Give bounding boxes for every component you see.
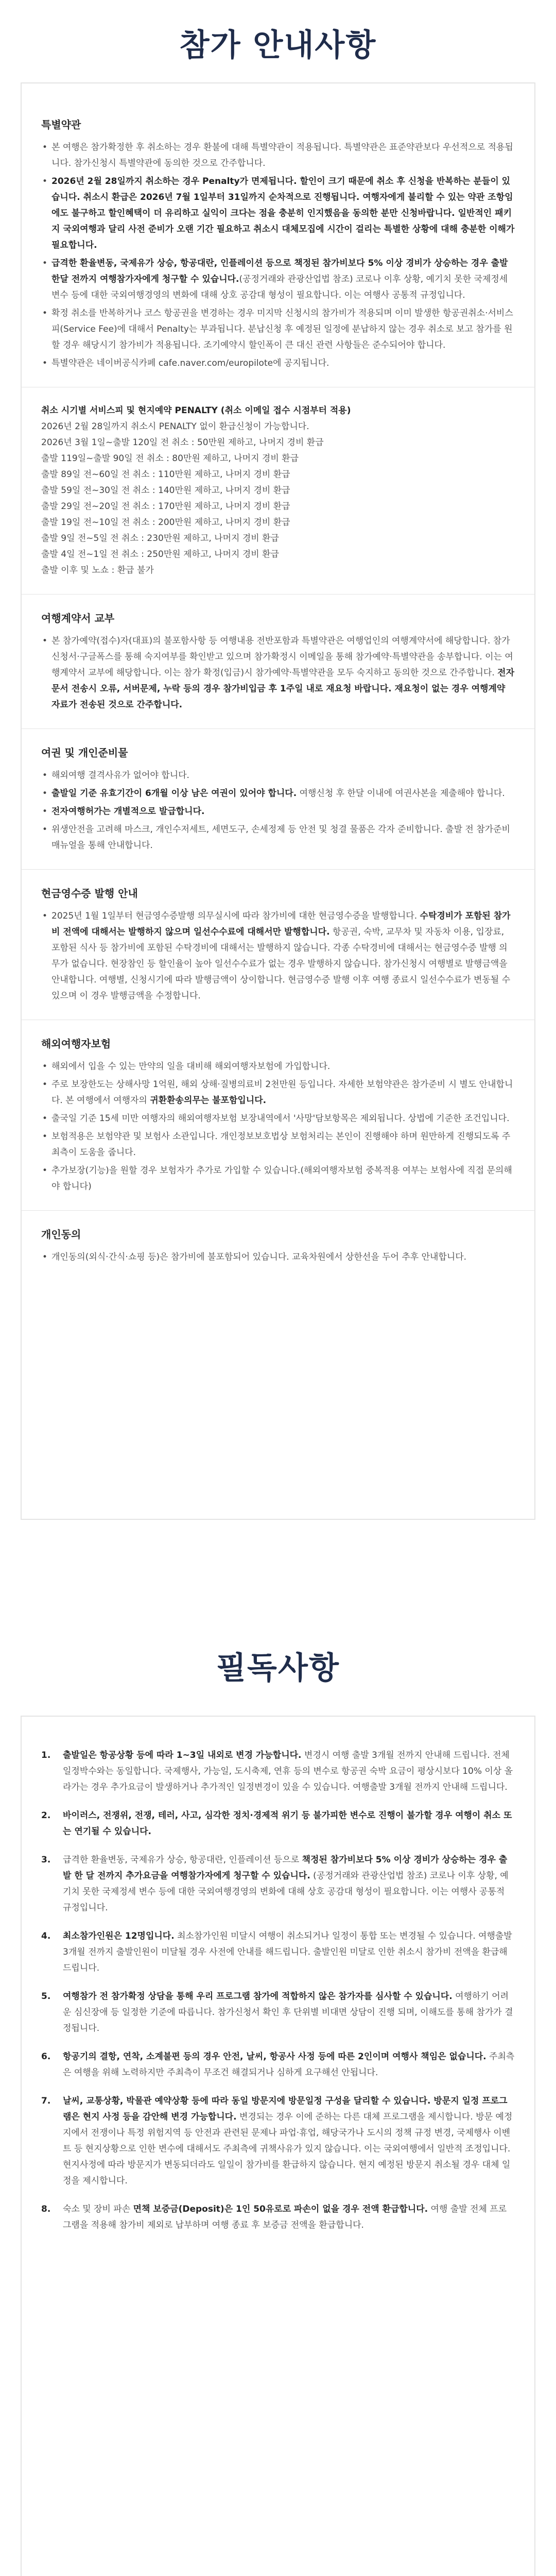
list-item: • 출국일 기준 15세 미만 여행자의 해외여행자보험 보장내역에서 '사망'담보항목은 제외됩니다. 상법에 기준한 조건입니다. [41, 1111, 515, 1127]
list-item: • 추가보장(기능)을 원할 경우 보험자가 추가로 가입할 수 있습니다.(해외여행자보험 중복적용 여부는 보험사에 직접 문의해야 합니다) [41, 1163, 515, 1195]
personal-title: 개인동의 [41, 1228, 81, 1241]
receipt-list [41, 908, 515, 1004]
penalty-line: 2026년 3월 1일~출발 120일 전 취소 : 50만원 제하고, 나머지 경비 환급 [41, 437, 324, 448]
list-item: 3. 급격한 환율변동, 국제유가 상승, 항공대란, 인플레이션 등으로 책정된 참가비보다 5% 이상 경비가 상승하는 경우 출발 한 달 전까지 추가요금을 여행참가자에게 청구할 수 있습니다. (공정거래와 관광산업법 참조) 코로나 이후 상황, 예기치 못한 국제정세 변수 등에 대한 국외여행경영의 변화에 대해 상호 공감대 형성이 필요합니다. 이는 여행사 공통적 규정입니다. [41, 1855, 509, 1913]
list-item: • 개인동의(외식·간식·쇼핑 등)은 참가비에 불포함되어 있습니다. 교육차원에서 상한선을 두어 추후 안내합니다. [41, 1249, 515, 1265]
special-terms-list [41, 140, 515, 371]
insurance-list [41, 1059, 515, 1195]
list-item: • 2025년 1월 1일부터 현금영수증발행 의무실시에 따라 참가비에 대한 현금영수증을 발행합니다. 수탁경비가 포함된 참가비 전액에 대해서는 발행하지 않으며 일선수수료에 대해서만 발행합니다. 항공권, 숙박, 교무차 및 자동차 이용, 입장료, 포함된 식사 등 참가비에 포함된 수탁경비에 대해서는 발행하지 않습니다. 각종 수탁경비에 대해서는 현금영수증 발행 의무가 없습니다. 현장참인 등 할인율이 높아 일선수수료가 없는 경우 발행하지 않습니다. 참가신청시 여행별로 발행금액을 안내합니다. 여행별, 신청시기에 따라 발행금액이 상이합니다. 현금영수증 발행 이후 여행 종료시 일선수수료가 변동될 수 있으며 이 경우 발행금액을 수정합니다. [41, 908, 515, 1004]
passport-section [22, 744, 534, 854]
penalty-line: 출발 59일 전~30일 전 취소 : 140만원 제하고, 나머지 경비 환급 [41, 485, 290, 496]
divider [22, 869, 534, 870]
receipt-section [22, 885, 534, 1004]
list-item: • 본 참가예약(접수)자(대표)의 불포함사항 등 여행내용 전반포함과 특별약관은 여행업인의 여행계약서에 해당합니다. 참가신청서·구글폭스를 통해 숙지여부를 확인받고 있으며 참가확정시 이메일을 통해 참가예약·특별약관을 송부합니다. 이는 여행계약서 교부에 해당합니다. 이는 참가 확정(입금)시 참가예약·특별약관을 모두 숙지하고 동의한 것으로 간주합니다. 전자문서 전송시 오류, 서버문제, 누락 등의 경우 참가비입금 후 1주일 내로 재요청 바랍니다. 재요청이 없는 경우 여행계약 자료가 전송된 것으로 간주합니다. [41, 633, 515, 713]
contract-section [22, 610, 534, 713]
penalty-line: 출발 119일~출발 90일 전 취소 : 80만원 제하고, 나머지 경비 환급 [41, 453, 299, 464]
list-item: • 해외여행 결격사유가 없어야 합니다. [41, 768, 515, 784]
list-item: • 2026년 2월 28일까지 취소하는 경우 Penalty가 면제됩니다. 할인이 크기 때문에 취소 후 신청을 반복하는 분들이 있습니다. 취소시 환급은 2026년 7월 1일부터 31일까지 순차적으로 진행됩니다. 여행자에게 불리할 수 있는 약관 조항임에도 불구하고 할인혜택이 더 유리하고 실익이 크다는 점을 충분히 인지했음을 동의한 분만 신청바랍니다. 일반적인 패키지 국외여행과 달리 사전 준비가 오랜 기간 필요하고 취소시 대체모집에 시간이 걸리는 특별한 상황에 대해 충분한 이해가 필요합니다. [41, 174, 515, 253]
list-item: • 주로 보장한도는 상해사망 1억원, 해외 상해·질병의료비 2천만원 등입니다. 자세한 보험약관은 참가준비 시 별도 안내합니다. 본 여행에서 여행자의 귀환환송의무는 불포함입니다. [41, 1077, 515, 1109]
list-item: • 해외에서 입을 수 있는 만약의 일을 대비해 해외여행자보험에 가입합니다. [41, 1059, 515, 1075]
insurance-section [22, 1036, 534, 1195]
list-item: 1. 출발일은 항공상황 등에 따라 1~3일 내외로 변경 가능합니다. 변경시 여행 출발 3개월 전까지 안내해 드립니다. 전체 일정박수와는 동일합니다. 국제행사, 가능일, 도시축제, 연휴 등의 변수로 항공권 숙박 요금이 평상시보다 10% 이상 올라가는 경우 추가요금이 발생하거나 추가적인 일정변경이 있을 수 있습니다. 여행출발 3개월 전까지 안내해 드립니다. [41, 1750, 513, 1792]
special-terms-title: 특별약관 [41, 118, 81, 131]
notice-box [21, 82, 535, 1520]
penalty-line: 출발 4일 전~1일 전 취소 : 250만원 제하고, 나머지 경비 환급 [41, 549, 279, 560]
penalty-line: 출발 89일 전~60일 전 취소 : 110만원 제하고, 나머지 경비 환급 [41, 469, 290, 480]
must-read-list [41, 1748, 515, 2233]
passport-title: 여권 및 개인준비물 [41, 747, 128, 759]
list-item: 2. 바이러스, 전쟁위, 전쟁, 테러, 사고, 심각한 정치·경제적 위기 등 불가피한 변수로 진행이 불가할 경우 여행이 취소 또는 연기될 수 있습니다. [41, 1810, 512, 1837]
list-item: 7. 날씨, 교통상황, 박물관 예약상황 등에 따라 동일 방문지에 방문일정 구성을 달리할 수 있습니다. 방문지 일정 프로그램은 현지 사정 등을 감안해 변경 가능합니다. 변경되는 경우 이에 준하는 다른 대체 프로그램을 제시합니다. 방문 예정지에서 전쟁이나 특정 위험지역 등 안전과 관련된 문제나 파업·휴업, 해당국가나 도시의 정책 규정 변경, 국제행사 이벤트 등 현지상황으로 인한 변수에 대해서도 주최측에 귀책사유가 있지 않습니다. 이는 국외여행에서 일반적 조정입니다. 현지사정에 따라 방문지가 변동되더라도 일일이 참가비를 환급하지 않습니다. 현지 예정된 방문지 취소될 경우 대체 일정을 제시합니다. [41, 2096, 513, 2186]
must-read-box [21, 1716, 535, 2576]
penalty-section [22, 403, 534, 579]
insurance-title: 해외여행자보험 [41, 1038, 111, 1050]
list-item: • 본 여행은 참가확정한 후 취소하는 경우 환불에 대해 특별약관이 적용됩니다. 특별약관은 표준약관보다 우선적으로 적용됩니다. 참가신청시 특별약관에 동의한 것으로 간주합니다. [41, 140, 515, 172]
list-item: • 출발일 기준 유효기간이 6개월 이상 남은 여권이 있어야 합니다. 여행신청 후 한달 이내에 여권사본을 제출해야 합니다. [41, 786, 515, 802]
list-item: • 특별약관은 네이버공식카페 cafe.naver.com/europilote에 공지됩니다. [41, 355, 515, 371]
list-item: 4. 최소참가인원은 12명입니다. 최소참가인원 미달시 여행이 취소되거나 일정이 통합 또는 변경될 수 있습니다. 여행출발 3개월 전까지 출발인원이 미달될 경우 사전에 안내를 해드립니다. 출발인원 미달로 인한 취소시 참가비 전액을 환급해 드립니다. [41, 1931, 512, 1973]
divider [22, 594, 534, 595]
list-item: • 전자여행허가는 개별적으로 발급합니다. [41, 804, 515, 820]
list-item: 8. 숙소 및 장비 파손 면책 보증금(Deposit)은 1인 50유로로 파손이 없을 경우 전액 환급합니다. 여행 출발 전체 프로그램을 적용해 참가비 제외로 납부하며 여행 종료 후 보증금 전액을 환급합니다. [41, 2204, 507, 2230]
divider [22, 728, 534, 729]
contract-title: 여행계약서 교부 [41, 612, 115, 624]
list-item: 5. 여행참가 전 참가확정 상담을 통해 우리 프로그램 참가에 적합하지 않은 참가자를 심사할 수 있습니다. 여행하기 어려운 심신장애 등 일정한 기준에 따릅니다. 참가신청서 확인 후 단위별 비대면 상담이 진행 되며, 이해도를 통해 참가가 결정됩니다. [41, 1991, 513, 2033]
passport-list [41, 768, 515, 854]
penalty-line: 2026년 2월 28일까지 취소시 PENALTY 없이 환급신청이 가능합니다. [41, 421, 309, 432]
penalty-line: 출발 9일 전~5일 전 취소 : 230만원 제하고, 나머지 경비 환급 [41, 533, 279, 544]
must-read-section [22, 1748, 534, 2233]
list-item: • 위생안전을 고려해 마스크, 개인수저세트, 세면도구, 손세정제 등 안전 및 청결 물품은 각자 준비합니다. 출발 전 참가준비 매뉴얼을 통해 안내합니다. [41, 822, 515, 854]
notice-title: 참가 안내사항 [179, 27, 377, 63]
contract-list [41, 633, 515, 713]
receipt-title: 현금영수증 발행 안내 [41, 887, 138, 900]
divider [22, 1210, 534, 1211]
personal-section [22, 1226, 534, 1265]
personal-list [41, 1249, 515, 1265]
list-item: 6. 항공기의 결항, 연착, 소계불편 등의 경우 안전, 날씨, 항공사 사정 등에 따른 2인이며 여행사 책임은 없습니다. 주최측은 여행을 위해 노력하지만 주최측이 무조건 해결되거나 심하게 요구해선 안됩니다. [41, 2052, 515, 2078]
penalty-line: 출발 29일 전~20일 전 취소 : 170만원 제하고, 나머지 경비 환급 [41, 501, 290, 512]
list-item: • 확정 취소를 반복하거나 코스 항공권을 변경하는 경우 미지막 신청시의 참가비가 적용되며 이미 발생한 항공권취소·서비스피(Service Fee)에 대해서 Penalty는 부과됩니다. 분납신청 후 예정된 일정에 분납하지 않는 경우 취소로 보고 참가를 원할 경우 해당시기 참가비가 적용됩니다. 조기예약시 할인폭이 큰 대신 관련 사항들은 준수되어야 합니다. [41, 306, 515, 353]
penalty-line: 출발 이후 및 노쇼 : 환급 불가 [41, 565, 154, 575]
penalty-title: 취소 시기별 서비스피 및 현지예약 PENALTY (취소 이메일 접수 시점부터 적용) [41, 405, 351, 416]
must-read-title: 필독사항 [216, 1650, 340, 1686]
special-terms-section [22, 116, 534, 371]
list-item: • 급격한 환율변동, 국제유가 상승, 항공대란, 인플레이션 등으로 책정된 참가비보다 5% 이상 경비가 상승하는 경우 출발 한달 전까지 여행참가자에게 청구할 수 있습니다.(공정거래와 관광산업법 참조) 코로나 이후 상황, 예기치 못한 국제정세 변수 등에 대한 국외여행경영의 변화에 대해 상호 공감대 형성이 필요합니다. 이는 여행사 공통적 규정입니다. [41, 256, 515, 303]
penalty-line: 출발 19일 전~10일 전 취소 : 200만원 제하고, 나머지 경비 환급 [41, 517, 290, 528]
list-item: • 보험적용은 보험약관 및 보험사 소관입니다. 개인정보보호법상 보험처리는 본인이 진행해야 하며 원만하게 진행되도록 주최측이 도움을 줍니다. [41, 1129, 515, 1161]
